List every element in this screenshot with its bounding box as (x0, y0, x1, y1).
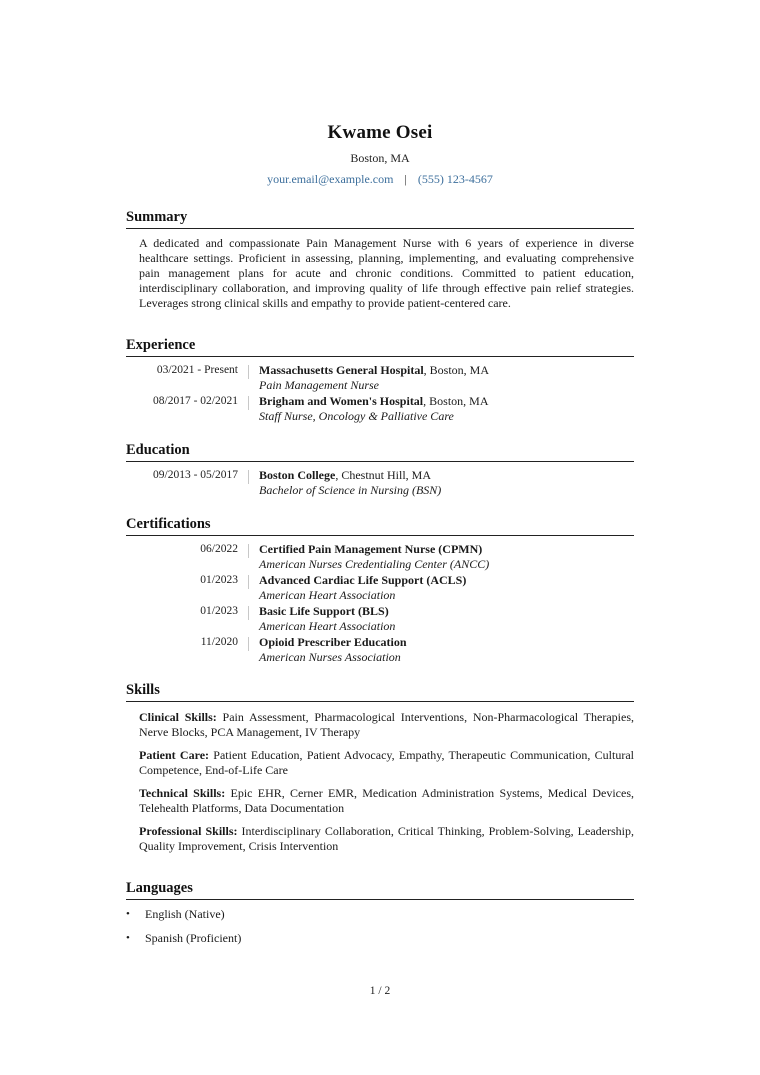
education-entry (126, 468, 634, 498)
entry-divider (248, 544, 249, 558)
section-title-certifications: Certifications (126, 516, 634, 536)
section-title-skills: Skills (126, 682, 634, 702)
entry-role: American Heart Association (259, 588, 396, 602)
certification-entry (126, 542, 634, 572)
entry-place: , Boston, MA (423, 394, 489, 408)
entry-divider (248, 575, 249, 589)
certifications-section (126, 516, 634, 666)
entry-org: Basic Life Support (BLS) (259, 604, 389, 618)
skill-label: Professional Skills: (139, 824, 238, 838)
languages-list (126, 907, 634, 946)
entry-date: 03/2021 - Present (156, 364, 238, 376)
entry-role: American Nurses Association (259, 650, 401, 664)
list-item: • Spanish (Proficient) (126, 931, 634, 946)
experience-entry (126, 363, 634, 393)
experience-section (126, 337, 634, 425)
skill-text: Patient Education, Patient Advocacy, Empathy, Therapeutic Communication, Cultural Competence, End-of-Life Care (139, 748, 634, 777)
skills-section (126, 682, 634, 854)
skill-text: Epic EHR, Cerner EMR, Medication Administration Systems, Medical Devices, Telehealth Platforms, Data Documentation (139, 786, 634, 815)
entry-role: American Heart Association (259, 619, 396, 633)
entry-role: Pain Management Nurse (259, 378, 379, 392)
section-title-experience: Experience (126, 337, 634, 357)
summary-section (126, 209, 634, 311)
entry-date: 01/2023 (200, 605, 238, 617)
skill-label: Patient Care: (139, 748, 210, 762)
entry-divider (248, 606, 249, 620)
entry-date: 06/2022 (200, 543, 238, 555)
certification-entry (126, 573, 634, 603)
entry-org: Certified Pain Management Nurse (CPMN) (259, 542, 483, 556)
experience-entry (126, 394, 634, 424)
entry-place: , Chestnut Hill, MA (335, 468, 432, 482)
education-section (126, 442, 634, 499)
skill-label: Technical Skills: (139, 786, 226, 800)
certification-entry (126, 635, 634, 665)
entry-date: 11/2020 (200, 636, 238, 648)
section-title-summary: Summary (126, 209, 634, 229)
entry-divider (248, 470, 249, 484)
page-number: 1 / 2 (369, 985, 391, 997)
candidate-name: Kwame Osei (327, 122, 433, 143)
entry-divider (248, 637, 249, 651)
skill-group (139, 748, 634, 778)
section-title-education: Education (126, 442, 634, 462)
list-item: • English (Native) (126, 907, 634, 922)
entry-org: Opioid Prescriber Education (259, 635, 407, 649)
skill-group (139, 786, 634, 816)
skill-text: Pain Assessment, Pharmacological Interventions, Non-Pharmacological Therapies, Nerve Blocks, PCA Management, IV Therapy (139, 710, 634, 739)
resume-header (0, 122, 760, 187)
contact-separator: | (404, 172, 407, 186)
summary-text: A dedicated and compassionate Pain Management Nurse with 6 years of experience in diverse healthcare settings. Proficient in assessing, planning, implementing, and evaluating comprehensive pain management plans for acute and chronic conditions. Committed to patient education, interdisciplinary collaboration, and improving quality of life through effective pain relief strategies. Leverages strong clinical skills and empathy to provide patient-centered care. (139, 236, 634, 310)
certification-entry (126, 604, 634, 634)
entry-org: Brigham and Women's Hospital (259, 394, 424, 408)
skill-label: Clinical Skills: (139, 710, 217, 724)
contact-line (0, 172, 760, 187)
entry-date: 09/2013 - 05/2017 (153, 469, 238, 481)
entry-org: Massachusetts General Hospital (259, 363, 424, 377)
section-title-languages: Languages (126, 880, 634, 900)
entry-role: Staff Nurse, Oncology & Palliative Care (259, 409, 454, 423)
languages-section (126, 880, 634, 955)
candidate-location: Boston, MA (350, 151, 410, 165)
skill-group (139, 710, 634, 740)
entry-date: 01/2023 (200, 574, 238, 586)
skill-group (139, 824, 634, 854)
entry-role: Bachelor of Science in Nursing (BSN) (259, 483, 442, 497)
entry-divider (248, 365, 249, 379)
entry-date: 08/2017 - 02/2021 (153, 395, 238, 407)
entry-org: Advanced Cardiac Life Support (ACLS) (259, 573, 467, 587)
entry-divider (248, 396, 249, 410)
skill-text: Interdisciplinary Collaboration, Critical Thinking, Problem-Solving, Leadership, Quality Improvement, Crisis Intervention (139, 824, 634, 853)
entry-place: , Boston, MA (423, 363, 490, 377)
entry-org: Boston College (259, 468, 336, 482)
entry-role: American Nurses Credentialing Center (ANCC) (259, 557, 490, 571)
phone-link[interactable]: (555) 123-4567 (417, 172, 493, 186)
email-link[interactable]: your.email@example.com (267, 172, 394, 186)
